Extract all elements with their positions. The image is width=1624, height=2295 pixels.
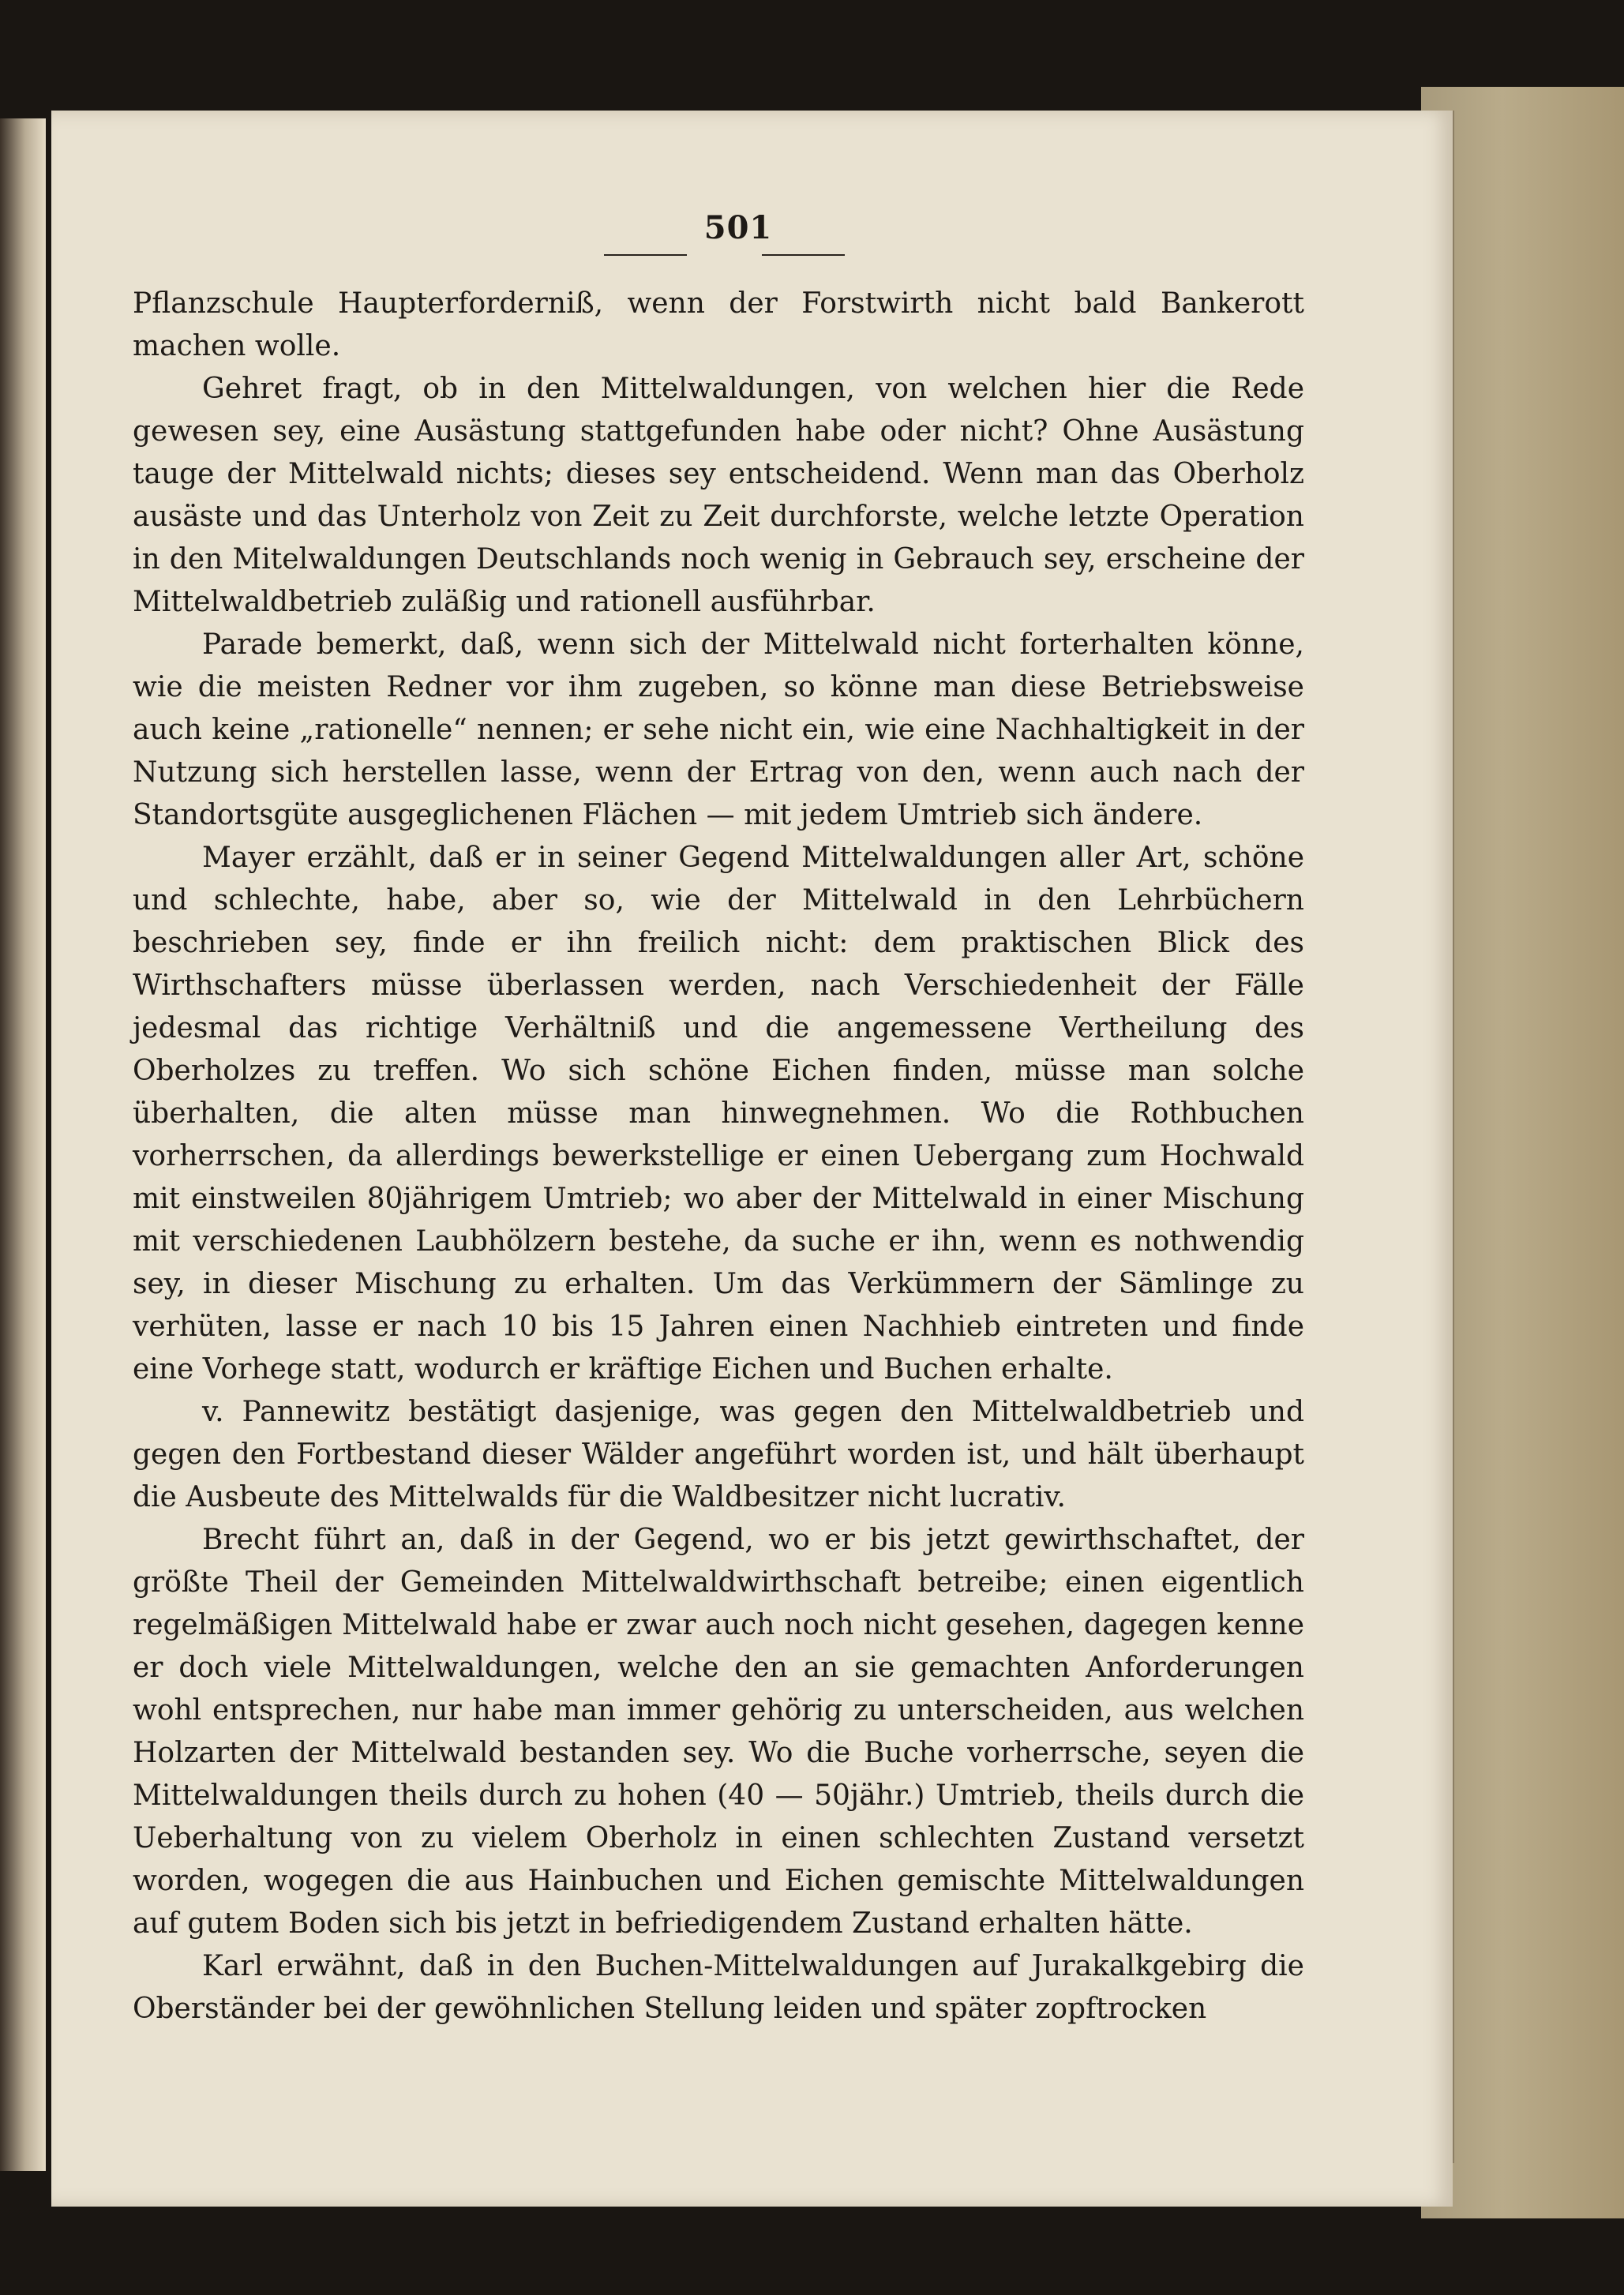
paragraph-gehret: Gehret fragt, ob in den Mittelwaldungen, von welchen hier die Rede gewesen sey, eine Ausästung stattgefunden habe oder nicht? Ohne Ausästung tauge der Mittelwald nichts; dieses sey entscheidend. Wenn man das Oberholz ausäste und das Unterholz von Zeit zu Zeit durchforste, welche letzte Operation in den Mitelwaldungen Deutschlands noch wenig in Gebrauch sey, erscheine der Mittelwaldbetrieb zuläßig und rationell ausführbar. <box>133 373 1304 618</box>
paragraph-brecht: Brecht führt an, daß in der Gegend, wo er bis jetzt gewirthschaftet, der größte Theil der Gemeinden Mittelwaldwirthschaft betreibe; einen eigentlich regelmäßigen Mittelwald habe er zwar auch noch nicht gesehen, dagegen kenne er doch viele Mittelwaldungen, welche den an sie gemachten Anforderungen wohl entsprechen, nur habe man immer gehörig zu unterscheiden, aus welchen Holzarten der Mittelwald bestanden sey. Wo die Buche vorherrsche, seyen die Mittelwaldungen theils durch zu hohen (40 — 50jähr.) Umtrieb, theils durch die Ueberhaltung von zu vielem Oberholz in einen schlechten Zustand versetzt worden, wogegen die aus Hainbuchen und Eichen gemischte Mittelwaldungen auf gutem Boden sich bis jetzt in befriedigendem Zustand erhalten hätte. <box>133 1524 1304 1940</box>
paragraph-mayer: Mayer erzählt, daß er in seiner Gegend Mittelwaldungen aller Art, schöne und schlechte, habe, aber so, wie der Mittelwald in den Lehrbüchern beschrieben sey, finde er ihn freilich nicht: dem praktischen Blick des Wirthschafters müsse überlassen werden, nach Verschiedenheit der Fälle jedesmal das richtige Verhältniß und die angemessene Vertheilung des Oberholzes zu treffen. Wo sich schöne Eichen finden, müsse man solche überhalten, die alten müsse man hinwegnehmen. Wo die Rothbuchen vorherrschen, da allerdings bewerkstellige er einen Uebergang zum Hochwald mit einstweilen 80jährigem Umtrieb; wo aber der Mittelwald in einer Mischung mit verschiedenen Laubhölzern bestehe, da suche er ihn, wenn es nothwendig sey, in dieser Mischung zu erhalten. Um das Verkümmern der Sämlinge zu verhüten, lasse er nach 10 bis 15 Jahren einen Nachhieb eintreten und finde eine Vorhege statt, wodurch er kräftige Eichen und Buchen erhalte. <box>133 842 1304 1386</box>
paragraph-karl: Karl erwähnt, daß in den Buchen-Mittelwaldungen auf Jurakalkgebirg die Oberständer bei der gewöhnlichen Stellung leiden und später zopftrocken <box>133 1950 1304 2025</box>
page-number-rule-left <box>604 254 687 256</box>
paragraph-parade: Parade bemerkt, daß, wenn sich der Mittelwald nicht forterhalten könne, wie die meisten Redner vor ihm zugeben, so könne man diese Betriebsweise auch keine „rationelle“ nennen; er sehe nicht ein, wie eine Nachhaltigkeit in der Nutzung sich herstellen lasse, wenn der Ertrag von den, wenn auch nach der Standortsgüte ausgeglichenen Flächen — mit jedem Umtrieb sich ändere. <box>133 628 1304 831</box>
left-page-edge <box>0 118 46 2171</box>
paragraph-pannewitz: v. Pannewitz bestätigt dasjenige, was gegen den Mittelwaldbetrieb und gegen den Fortbestand dieser Wälder angeführt worden ist, und hält überhaupt die Ausbeute des Mittelwalds für die Waldbesitzer nicht lucrativ. <box>133 1396 1304 1513</box>
page-number: 501 <box>703 209 773 246</box>
paragraph-continued: Pflanzschule Haupterforderniß, wenn der Forstwirth nicht bald Bankerott machen wolle. <box>133 287 1304 362</box>
page-number-rule-right <box>762 254 845 256</box>
body-text <box>133 283 1304 2031</box>
book-page <box>51 111 1453 2207</box>
